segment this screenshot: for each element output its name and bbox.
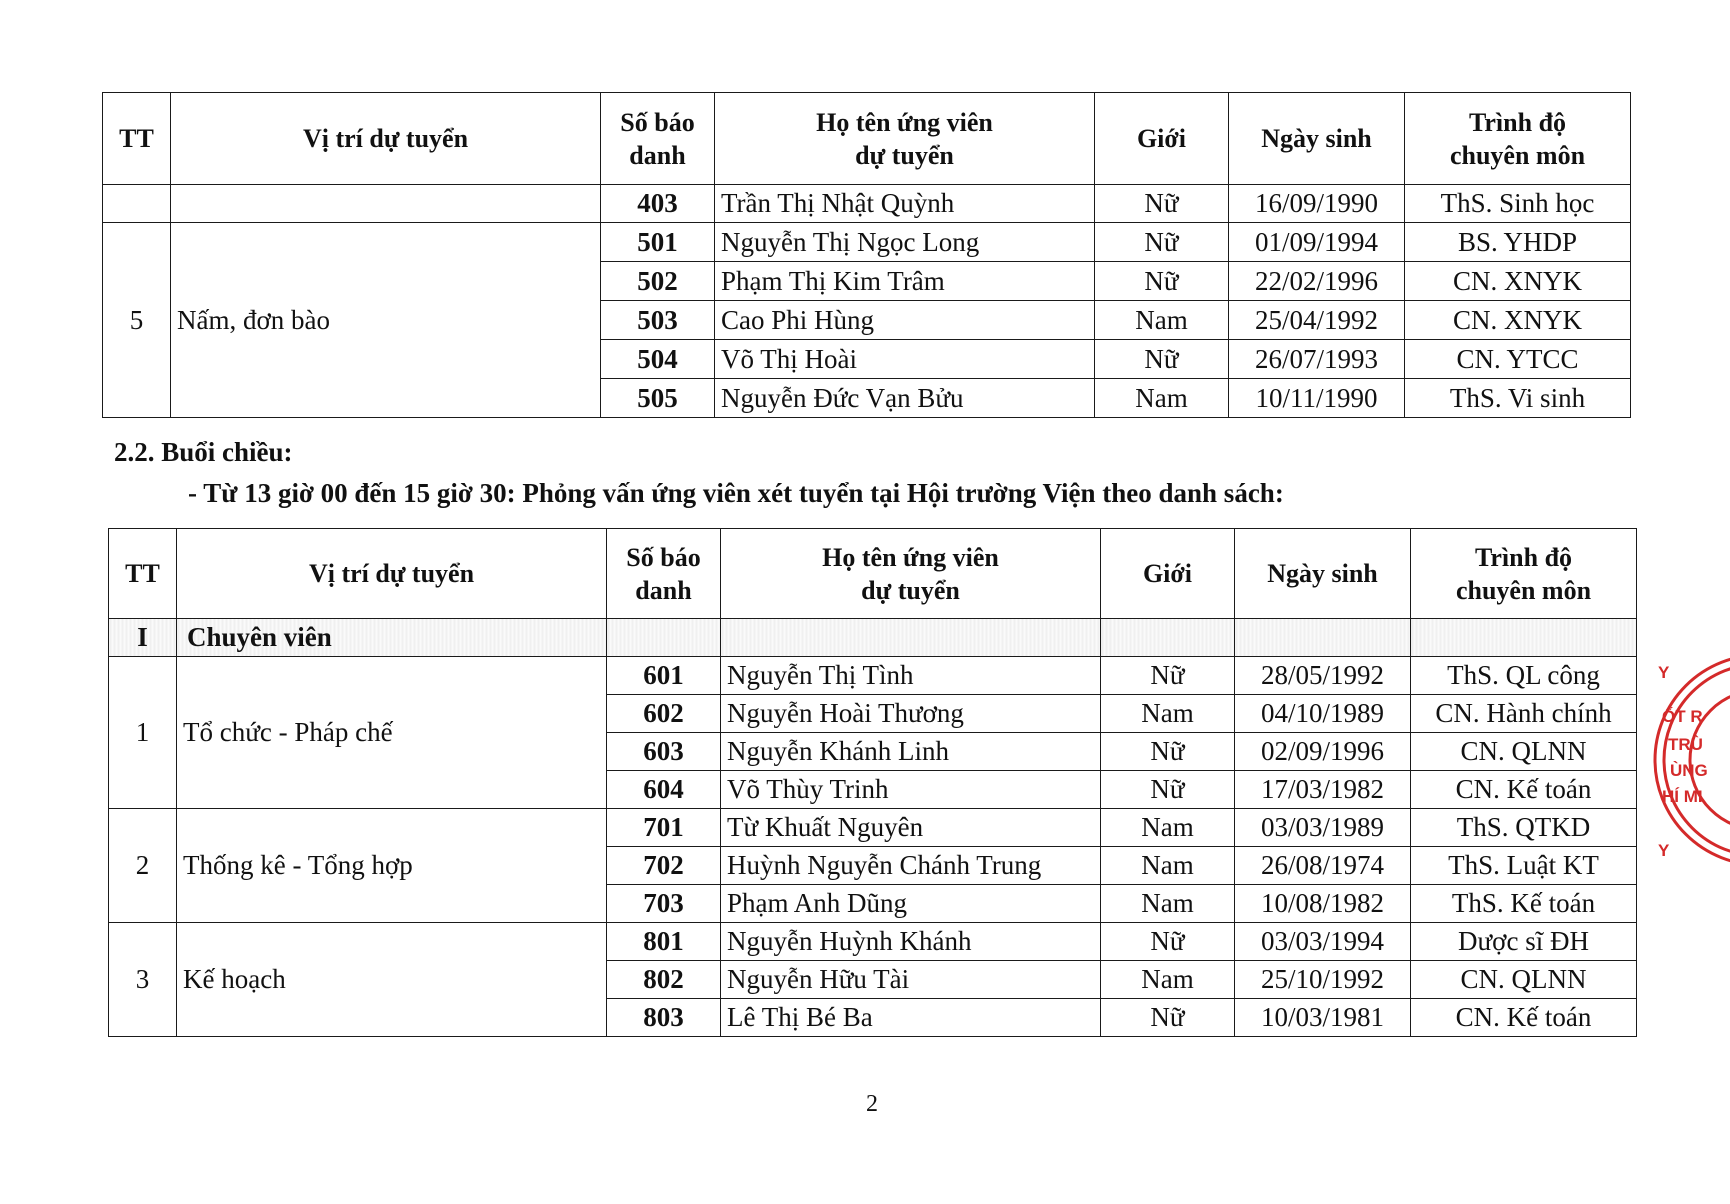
group-tt: 5 xyxy=(103,223,171,418)
cell-dob: 25/10/1992 xyxy=(1235,961,1411,999)
cell-sbd: 601 xyxy=(607,657,721,695)
stamp-line: HÍ MI xyxy=(1662,787,1703,806)
cell-qualification: Dược sĩ ĐH xyxy=(1411,923,1637,961)
cell-sbd: 803 xyxy=(607,999,721,1037)
cell-gender: Nam xyxy=(1101,961,1235,999)
header-sbd xyxy=(607,529,721,619)
cell-qualification: ThS. Sinh học xyxy=(1405,185,1631,223)
header-position: Vị trí dự tuyển xyxy=(171,93,601,185)
header-gender: Giới xyxy=(1095,93,1229,185)
header-position: Vị trí dự tuyển xyxy=(177,529,607,619)
cell-name: Võ Thị Hoài xyxy=(715,340,1095,379)
header-qual-line1: Trình độ xyxy=(1468,107,1567,137)
header-sbd-line1: Số báo xyxy=(626,542,701,572)
section-empty-cell xyxy=(721,619,1101,657)
cell-position xyxy=(171,185,601,223)
header-sbd xyxy=(601,93,715,185)
group-position: Thống kê - Tổng hợp xyxy=(177,809,607,923)
cell-qualification: CN. Kế toán xyxy=(1411,771,1637,809)
cell-name: Nguyễn Hữu Tài xyxy=(721,961,1101,999)
header-name xyxy=(721,529,1101,619)
cell-sbd: 701 xyxy=(607,809,721,847)
stamp-line: ỐT R xyxy=(1662,707,1703,726)
cell-sbd: 505 xyxy=(601,379,715,418)
header-name-line2: dự tuyển xyxy=(861,575,960,605)
table-header-row xyxy=(103,93,1631,185)
cell-gender: Nam xyxy=(1095,379,1229,418)
cell-qualification: CN. Hành chính xyxy=(1411,695,1637,733)
cell-qualification: ThS. Luật KT xyxy=(1411,847,1637,885)
group-position: Nấm, đơn bào xyxy=(171,223,601,418)
cell-qualification: CN. XNYK xyxy=(1405,262,1631,301)
cell-dob: 26/07/1993 xyxy=(1229,340,1405,379)
table-row xyxy=(109,809,1637,847)
table-row xyxy=(103,185,1631,223)
cell-dob: 10/11/1990 xyxy=(1229,379,1405,418)
section-heading-afternoon: 2.2. Buổi chiều: xyxy=(114,437,293,467)
cell-sbd: 801 xyxy=(607,923,721,961)
cell-dob: 03/03/1994 xyxy=(1235,923,1411,961)
cell-sbd: 403 xyxy=(601,185,715,223)
cell-qualification: CN. Kế toán xyxy=(1411,999,1637,1037)
cell-qualification: ThS. Kế toán xyxy=(1411,885,1637,923)
section-empty-cell xyxy=(1411,619,1637,657)
cell-qualification: CN. YTCC xyxy=(1405,340,1631,379)
table-row xyxy=(109,923,1637,961)
header-qual-line1: Trình độ xyxy=(1474,542,1573,572)
stamp-line: Y xyxy=(1658,663,1670,682)
header-name xyxy=(715,93,1095,185)
cell-name: Phạm Anh Dũng xyxy=(721,885,1101,923)
cell-gender: Nữ xyxy=(1101,771,1235,809)
header-qual-line2: chuyên môn xyxy=(1455,575,1592,605)
group-tt: 2 xyxy=(109,809,177,923)
cell-qualification: CN. QLNN xyxy=(1411,961,1637,999)
cell-name: Nguyễn Hoài Thương xyxy=(721,695,1101,733)
header-name-line1: Họ tên ứng viên xyxy=(816,107,993,137)
cell-gender: Nữ xyxy=(1101,733,1235,771)
group-position: Tổ chức - Pháp chế xyxy=(177,657,607,809)
cell-sbd: 501 xyxy=(601,223,715,262)
cell-name: Phạm Thị Kim Trâm xyxy=(715,262,1095,301)
cell-dob: 03/03/1989 xyxy=(1235,809,1411,847)
header-qualification xyxy=(1405,93,1631,185)
cell-gender: Nữ xyxy=(1095,223,1229,262)
cell-gender: Nữ xyxy=(1101,923,1235,961)
cell-qualification: ThS. QTKD xyxy=(1411,809,1637,847)
section-label: Chuyên viên xyxy=(177,619,607,657)
table-header-row xyxy=(109,529,1637,619)
cell-name: Huỳnh Nguyễn Chánh Trung xyxy=(721,847,1101,885)
cell-sbd: 604 xyxy=(607,771,721,809)
cell-name: Nguyễn Thị Ngọc Long xyxy=(715,223,1095,262)
cell-sbd: 702 xyxy=(607,847,721,885)
group-tt: 3 xyxy=(109,923,177,1037)
cell-name: Cao Phi Hùng xyxy=(715,301,1095,340)
header-qualification xyxy=(1411,529,1637,619)
official-stamp xyxy=(1650,650,1730,870)
cell-tt xyxy=(103,185,171,223)
stamp-line: ÙNG xyxy=(1670,761,1708,780)
cell-name: Lê Thị Bé Ba xyxy=(721,999,1101,1037)
section-empty-cell xyxy=(1235,619,1411,657)
cell-dob: 28/05/1992 xyxy=(1235,657,1411,695)
cell-dob: 04/10/1989 xyxy=(1235,695,1411,733)
cell-gender: Nam xyxy=(1101,847,1235,885)
cell-gender: Nữ xyxy=(1095,262,1229,301)
cell-name: Nguyễn Thị Tình xyxy=(721,657,1101,695)
cell-gender: Nữ xyxy=(1101,657,1235,695)
table-row xyxy=(103,223,1631,262)
cell-sbd: 504 xyxy=(601,340,715,379)
cell-sbd: 503 xyxy=(601,301,715,340)
cell-dob: 22/02/1996 xyxy=(1229,262,1405,301)
cell-qualification: CN. XNYK xyxy=(1405,301,1631,340)
section-empty-cell xyxy=(1101,619,1235,657)
cell-qualification: ThS. Vi sinh xyxy=(1405,379,1631,418)
header-sbd-line2: danh xyxy=(629,140,686,170)
cell-dob: 25/04/1992 xyxy=(1229,301,1405,340)
afternoon-candidates-table xyxy=(108,528,1637,1037)
table-row xyxy=(109,657,1637,695)
cell-dob: 26/08/1974 xyxy=(1235,847,1411,885)
cell-sbd: 802 xyxy=(607,961,721,999)
cell-name: Nguyễn Khánh Linh xyxy=(721,733,1101,771)
cell-sbd: 703 xyxy=(607,885,721,923)
header-tt: TT xyxy=(109,529,177,619)
section-tt: I xyxy=(109,619,177,657)
cell-dob: 16/09/1990 xyxy=(1229,185,1405,223)
group-tt: 1 xyxy=(109,657,177,809)
cell-dob: 17/03/1982 xyxy=(1235,771,1411,809)
header-qual-line2: chuyên môn xyxy=(1449,140,1586,170)
cell-name: Nguyễn Huỳnh Khánh xyxy=(721,923,1101,961)
header-sbd-line2: danh xyxy=(635,575,692,605)
cell-gender: Nam xyxy=(1101,809,1235,847)
stamp-line: Y xyxy=(1658,841,1670,860)
cell-dob: 02/09/1996 xyxy=(1235,733,1411,771)
cell-dob: 01/09/1994 xyxy=(1229,223,1405,262)
header-dob: Ngày sinh xyxy=(1229,93,1405,185)
header-gender: Giới xyxy=(1101,529,1235,619)
cell-sbd: 603 xyxy=(607,733,721,771)
group-position: Kế hoạch xyxy=(177,923,607,1037)
cell-name: Võ Thùy Trinh xyxy=(721,771,1101,809)
cell-qualification: ThS. QL công xyxy=(1411,657,1637,695)
cell-name: Nguyễn Đức Vạn Bửu xyxy=(715,379,1095,418)
stamp-outline xyxy=(1655,655,1730,865)
header-sbd-line1: Số báo xyxy=(620,107,695,137)
section-subheading-interview-time: - Từ 13 giờ 00 đến 15 giờ 30: Phỏng vấn ứng viên xét tuyển tại Hội trường Viện theo danh sách: xyxy=(188,478,1284,508)
cell-gender: Nam xyxy=(1095,301,1229,340)
cell-name: Trần Thị Nhật Quỳnh xyxy=(715,185,1095,223)
cell-gender: Nam xyxy=(1101,695,1235,733)
section-empty-cell xyxy=(607,619,721,657)
stamp-line: TRÙ xyxy=(1668,735,1703,754)
cell-gender: Nữ xyxy=(1095,340,1229,379)
cell-gender: Nam xyxy=(1101,885,1235,923)
cell-gender: Nữ xyxy=(1095,185,1229,223)
header-dob: Ngày sinh xyxy=(1235,529,1411,619)
cell-sbd: 502 xyxy=(601,262,715,301)
header-name-line2: dự tuyển xyxy=(855,140,954,170)
cell-name: Từ Khuất Nguyên xyxy=(721,809,1101,847)
section-row xyxy=(109,619,1637,657)
cell-sbd: 602 xyxy=(607,695,721,733)
header-tt: TT xyxy=(103,93,171,185)
cell-gender: Nữ xyxy=(1101,999,1235,1037)
page-number: 2 xyxy=(866,1091,878,1117)
cell-dob: 10/03/1981 xyxy=(1235,999,1411,1037)
cell-qualification: CN. QLNN xyxy=(1411,733,1637,771)
morning-candidates-table xyxy=(102,92,1631,418)
cell-qualification: BS. YHDP xyxy=(1405,223,1631,262)
cell-dob: 10/08/1982 xyxy=(1235,885,1411,923)
header-name-line1: Họ tên ứng viên xyxy=(822,542,999,572)
